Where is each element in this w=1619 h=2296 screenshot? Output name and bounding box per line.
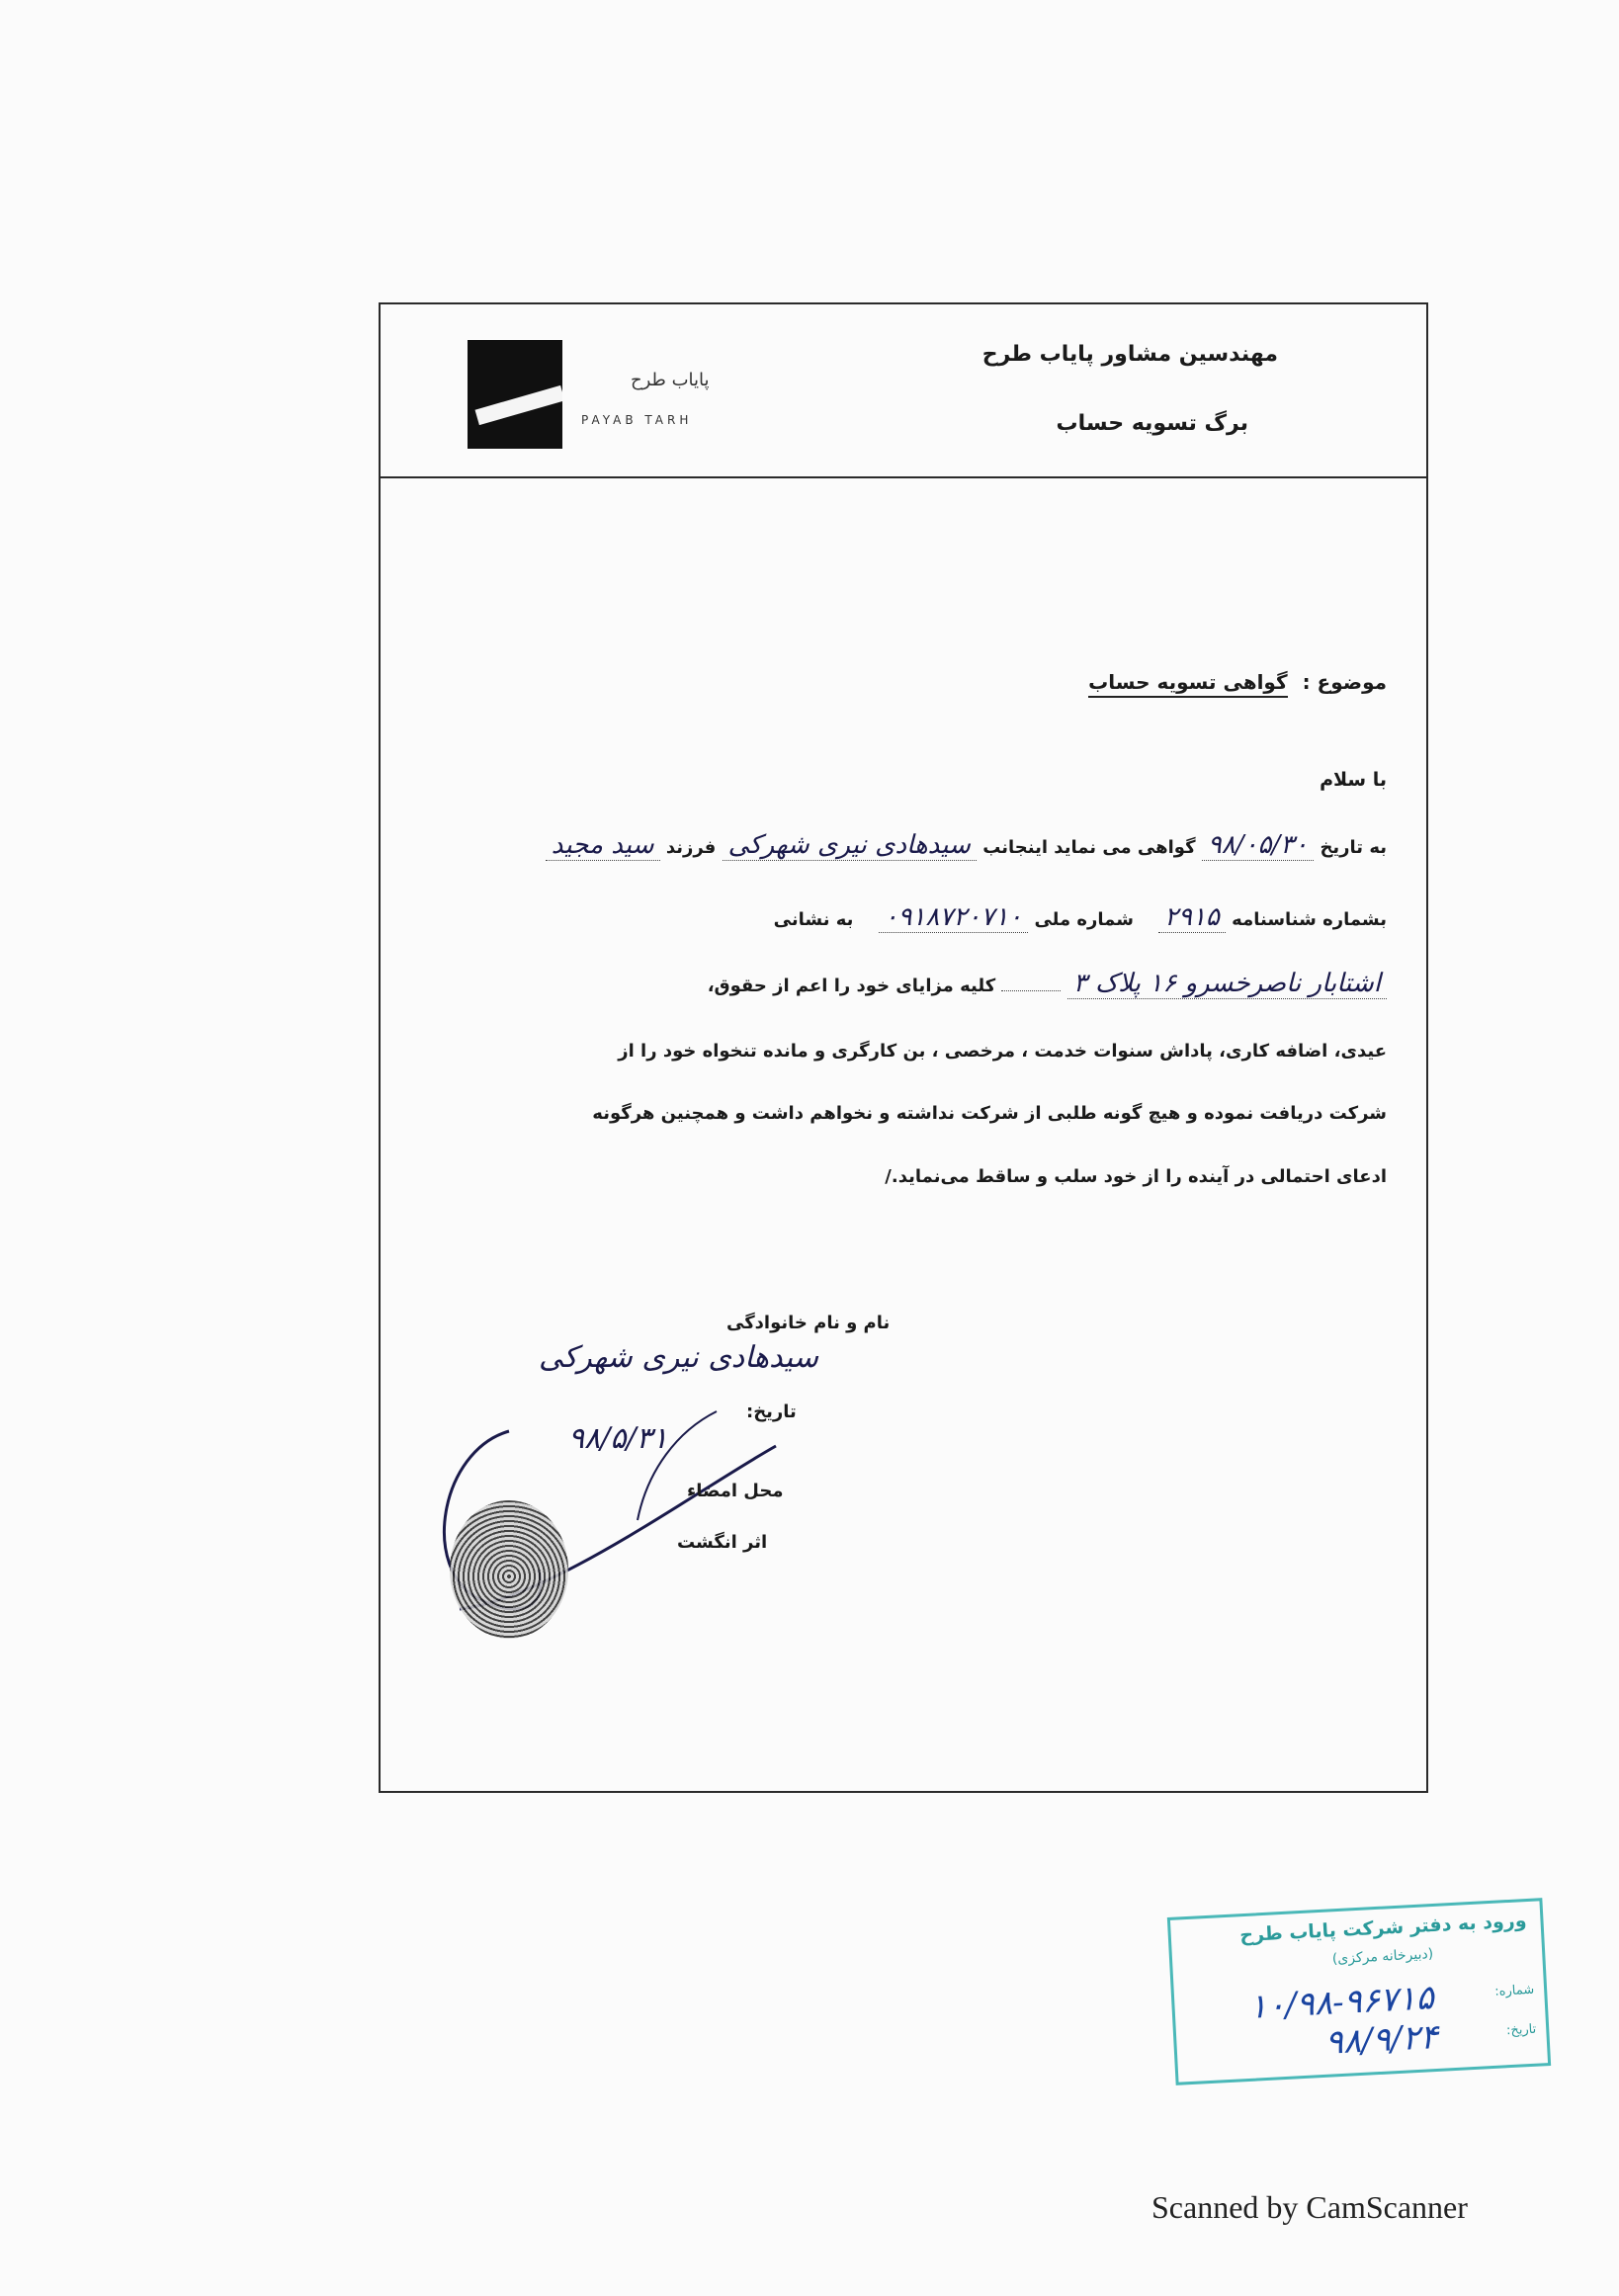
document-frame bbox=[379, 302, 1428, 1793]
registry-stamp bbox=[1167, 1898, 1551, 2085]
signature-block bbox=[460, 1313, 934, 1649]
company-logo bbox=[468, 340, 794, 459]
stamp-subtitle: (دبیرخانه مرکزی) bbox=[1331, 1946, 1434, 1968]
subject-label: موضوع : bbox=[1302, 670, 1387, 694]
body-text: شماره ملی bbox=[1034, 909, 1134, 930]
dotted-blank bbox=[1001, 990, 1061, 991]
header-divider bbox=[381, 476, 1426, 478]
company-name: مهندسین مشاور پایاب طرح bbox=[981, 342, 1278, 367]
father-name-handwritten: سید مجید bbox=[546, 830, 660, 861]
body-line-6: ادعای احتمالی در آینده را از خود سلب و ساقط می‌نماید./ bbox=[885, 1166, 1387, 1187]
stamp-title: ورود به دفتر شرکت پایاب طرح bbox=[1238, 1910, 1528, 1947]
address-handwritten: اشتابار ناصرخسرو ۱۶ پلاک ۳ bbox=[1067, 969, 1387, 999]
body-line-3 bbox=[440, 969, 1387, 998]
body-line-5: شرکت دریافت نموده و هیچ گونه طلبی از شرکت نداشته و نخواهم داشت و همچنین هرگونه bbox=[592, 1103, 1387, 1124]
logo-mark-icon bbox=[468, 340, 562, 449]
national-id-handwritten: ۰۹۱۸۷۲۰۷۱۰ bbox=[879, 902, 1029, 933]
body-text: فرزند bbox=[665, 837, 717, 858]
id-number-handwritten: ۲۹۱۵ bbox=[1158, 902, 1226, 933]
name-handwritten: سیدهادی نیری شهرکی bbox=[539, 1340, 819, 1375]
date-handwritten: ۹۸/۰۵/۳۰ bbox=[1202, 830, 1314, 861]
body-text: به نشانی bbox=[773, 909, 854, 930]
form-title: برگ تسویه حساب bbox=[1056, 411, 1248, 436]
employee-name-handwritten: سیدهادی نیری شهرکی bbox=[723, 830, 977, 861]
logo-text-fa: پایاب طرح bbox=[631, 370, 710, 390]
name-label: نام و نام خانوادگی bbox=[726, 1313, 891, 1333]
body-text: بشماره شناسنامه bbox=[1232, 909, 1387, 930]
stamp-date-label: تاریخ: bbox=[1505, 2021, 1537, 2039]
stamp-number-label: شماره: bbox=[1493, 1982, 1535, 1999]
body-line-4: عیدی، اضافه کاری، پاداش سنوات خدمت ، مرخصی ، بن کارگری و مانده تنخواه خود را از bbox=[618, 1041, 1387, 1062]
subject-value: گواهی تسویه حساب bbox=[1088, 670, 1287, 698]
stamp-number: ۱۰/۹۸-۹۶۷۱۵ bbox=[1247, 1978, 1435, 2027]
fingerprint-icon bbox=[450, 1500, 568, 1639]
subject-line bbox=[1088, 670, 1387, 694]
body-line-1 bbox=[440, 830, 1387, 860]
scanner-watermark: Scanned by CamScanner bbox=[1151, 2189, 1468, 2225]
body-text: به تاریخ bbox=[1320, 837, 1387, 858]
logo-text-en: PAYAB TARH bbox=[581, 413, 693, 427]
body-line-2 bbox=[440, 902, 1387, 932]
sign-date-handwritten: ۹۸/۵/۳۱ bbox=[568, 1421, 668, 1456]
sign-place-label: محل امضاء bbox=[687, 1481, 784, 1501]
body-text: گواهی می نماید اینجانب bbox=[982, 837, 1196, 858]
body-text: کلیه مزایای خود را اعم از حقوق، bbox=[707, 976, 996, 996]
fingerprint-label: اثر انگشت bbox=[677, 1532, 768, 1553]
date-label: تاریخ: bbox=[746, 1402, 797, 1422]
greeting: با سلام bbox=[1320, 769, 1387, 791]
stamp-date: ۹۸/۹/۲۴ bbox=[1323, 2016, 1439, 2063]
